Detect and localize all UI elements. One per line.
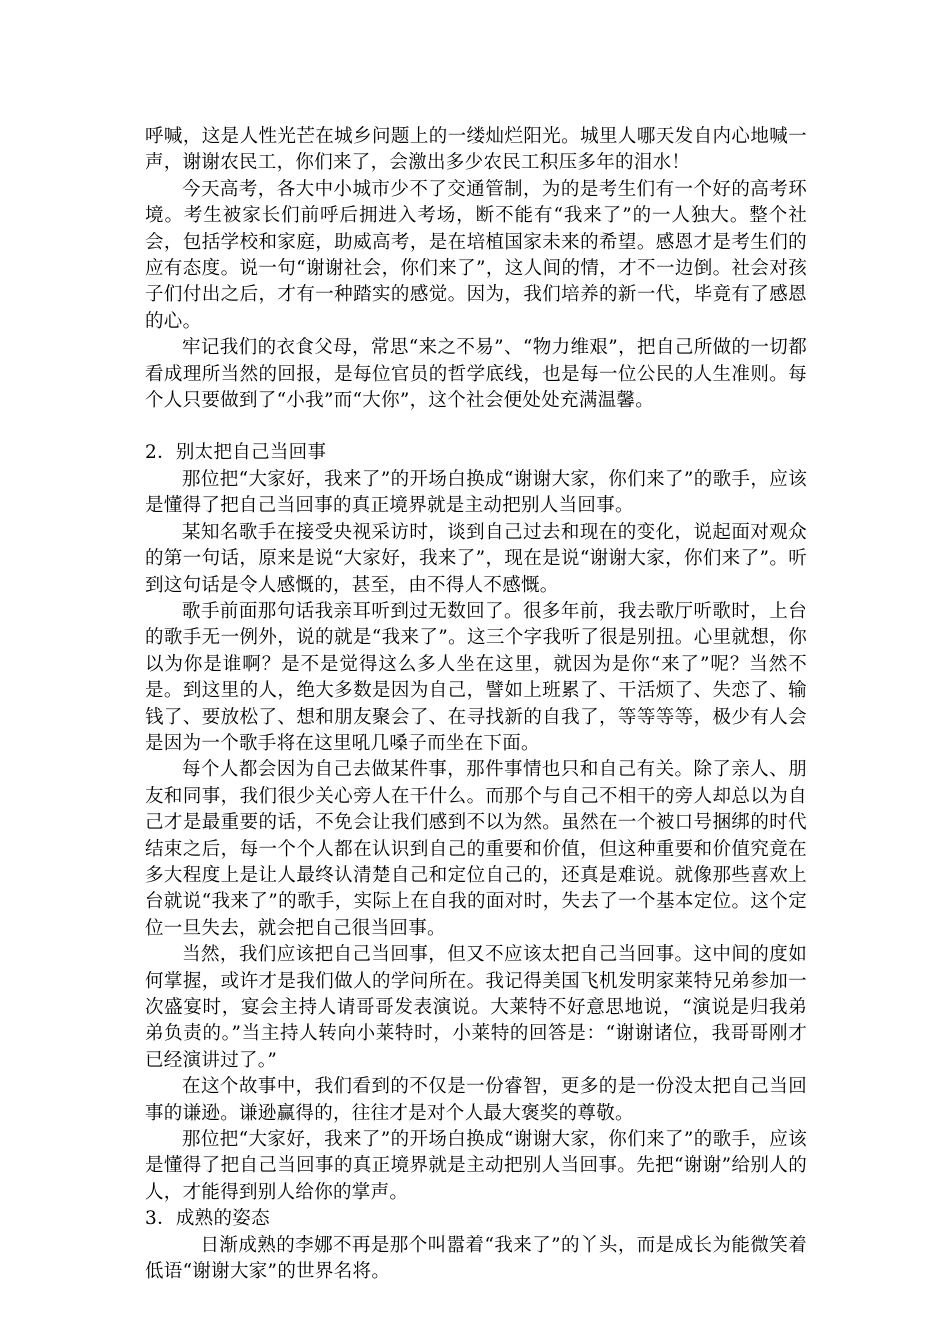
- paragraph: 当然，我们应该把自己当回事，但又不应该太把自己当回事。这中间的度如何掌握，或许才是我们做人的学问所在。我记得美国飞机发明家莱特兄弟参加一次盛宴时，宴会主持人请哥哥发表演说。大莱特不好意思地说，“演说是归我弟弟负责的。”当主持人转向小莱特时，小莱特的回答是：“谢谢诸位，我哥哥刚才已经演讲过了。”: [145, 944, 807, 1071]
- paragraph: 呼喊，这是人性光芒在城乡问题上的一缕灿烂阳光。城里人哪天发自内心地喊一声，谢谢农民工，你们来了，会激出多少农民工积压多年的泪水！: [145, 126, 807, 174]
- paragraph: 歌手前面那句话我亲耳听到过无数回了。很多年前，我去歌厅听歌时，上台的歌手无一例外，说的就是“我来了”。这三个字我听了很是别扭。心里就想，你以为你是谁啊？是不是觉得这么多人坐在这里，就因为是你“来了”呢？当然不是。到这里的人，绝大多数是因为自己，譬如上班累了、干活烦了、失恋了、输钱了、要放松了、想和朋友聚会了、在寻找新的自我了，等等等等，极少有人会是因为一个歌手将在这里吼几嗓子而坐在下面。: [145, 600, 807, 754]
- paragraph: 某知名歌手在接受央视采访时，谈到自己过去和现在的变化，说起面对观众的第一句话，原来是说“大家好，我来了”，现在是说“谢谢大家，你们来了”。听到这句话是令人感慨的，甚至，由不得人不感慨。: [145, 521, 807, 596]
- paragraph: 那位把“大家好，我来了”的开场白换成“谢谢大家，你们来了”的歌手，应该是懂得了把自己当回事的真正境界就是主动把别人当回事。: [145, 468, 807, 517]
- paragraph: 今天高考，各大中小城市少不了交通管制，为的是考生们有一个好的高考环境。考生被家长们前呼后拥进入考场，断不能有“我来了”的一人独大。整个社会，包括学校和家庭，助威高考，是在培植国家未来的希望。感恩才是考生们的应有态度。说一句“谢谢社会，你们来了”，这人间的情，才不一边倒。社会对孩子们付出之后，才有一种踏实的感觉。因为，我们培养的新一代，毕竟有了感恩的心。: [145, 178, 807, 332]
- paragraph: 在这个故事中，我们看到的不仅是一份睿智，更多的是一份没太把自己当回事的谦逊。谦逊赢得的，往往才是对个人最大褒奖的尊敬。: [145, 1076, 807, 1124]
- paragraph: 日渐成熟的李娜不再是那个叫嚣着“我来了”的丫头，而是成长为能微笑着低语“谢谢大家”的世界名将。: [145, 1234, 807, 1283]
- paragraph: 那位把“大家好，我来了”的开场白换成“谢谢大家，你们来了”的歌手，应该是懂得了把自己当回事的真正境界就是主动把别人当回事。先把“谢谢”给别人的人，才能得到别人给你的掌声。: [145, 1129, 807, 1203]
- paragraph: 牢记我们的衣食父母，常思“来之不易”、“物力维艰”，把自己所做的一切都看成理所当然的回报，是每位官员的哲学底线，也是每一位公民的人生准则。每个人只要做到了“小我”而“大你”，这个社会便处处充满温馨。: [145, 337, 807, 412]
- section-heading-3: 3．成熟的姿态: [145, 1208, 270, 1230]
- section-gap: [145, 414, 807, 440]
- document-page: [145, 124, 807, 1285]
- section-heading-2: 2．别太把自己当回事: [145, 442, 327, 464]
- paragraph: 每个人都会因为自己去做某件事，那件事情也只和自己有关。除了亲人、朋友和同事，我们很少关心旁人在干什么。而那个与自己不相干的旁人却总以为自己才是最重要的话，不免会让我们感到不以为然。虽然在一个被口号捆绑的时代结束之后，每一个个人都在认识到自己的重要和价值，但这种重要和价值究竟在多大程度上是让人最终认清楚自己和定位自己的，还真是难说。就像那些喜欢上台就说“我来了”的歌手，实际上在自我的面对时，失去了一个基本定位。这个定位一旦失去，就会把自己很当回事。: [145, 759, 807, 939]
